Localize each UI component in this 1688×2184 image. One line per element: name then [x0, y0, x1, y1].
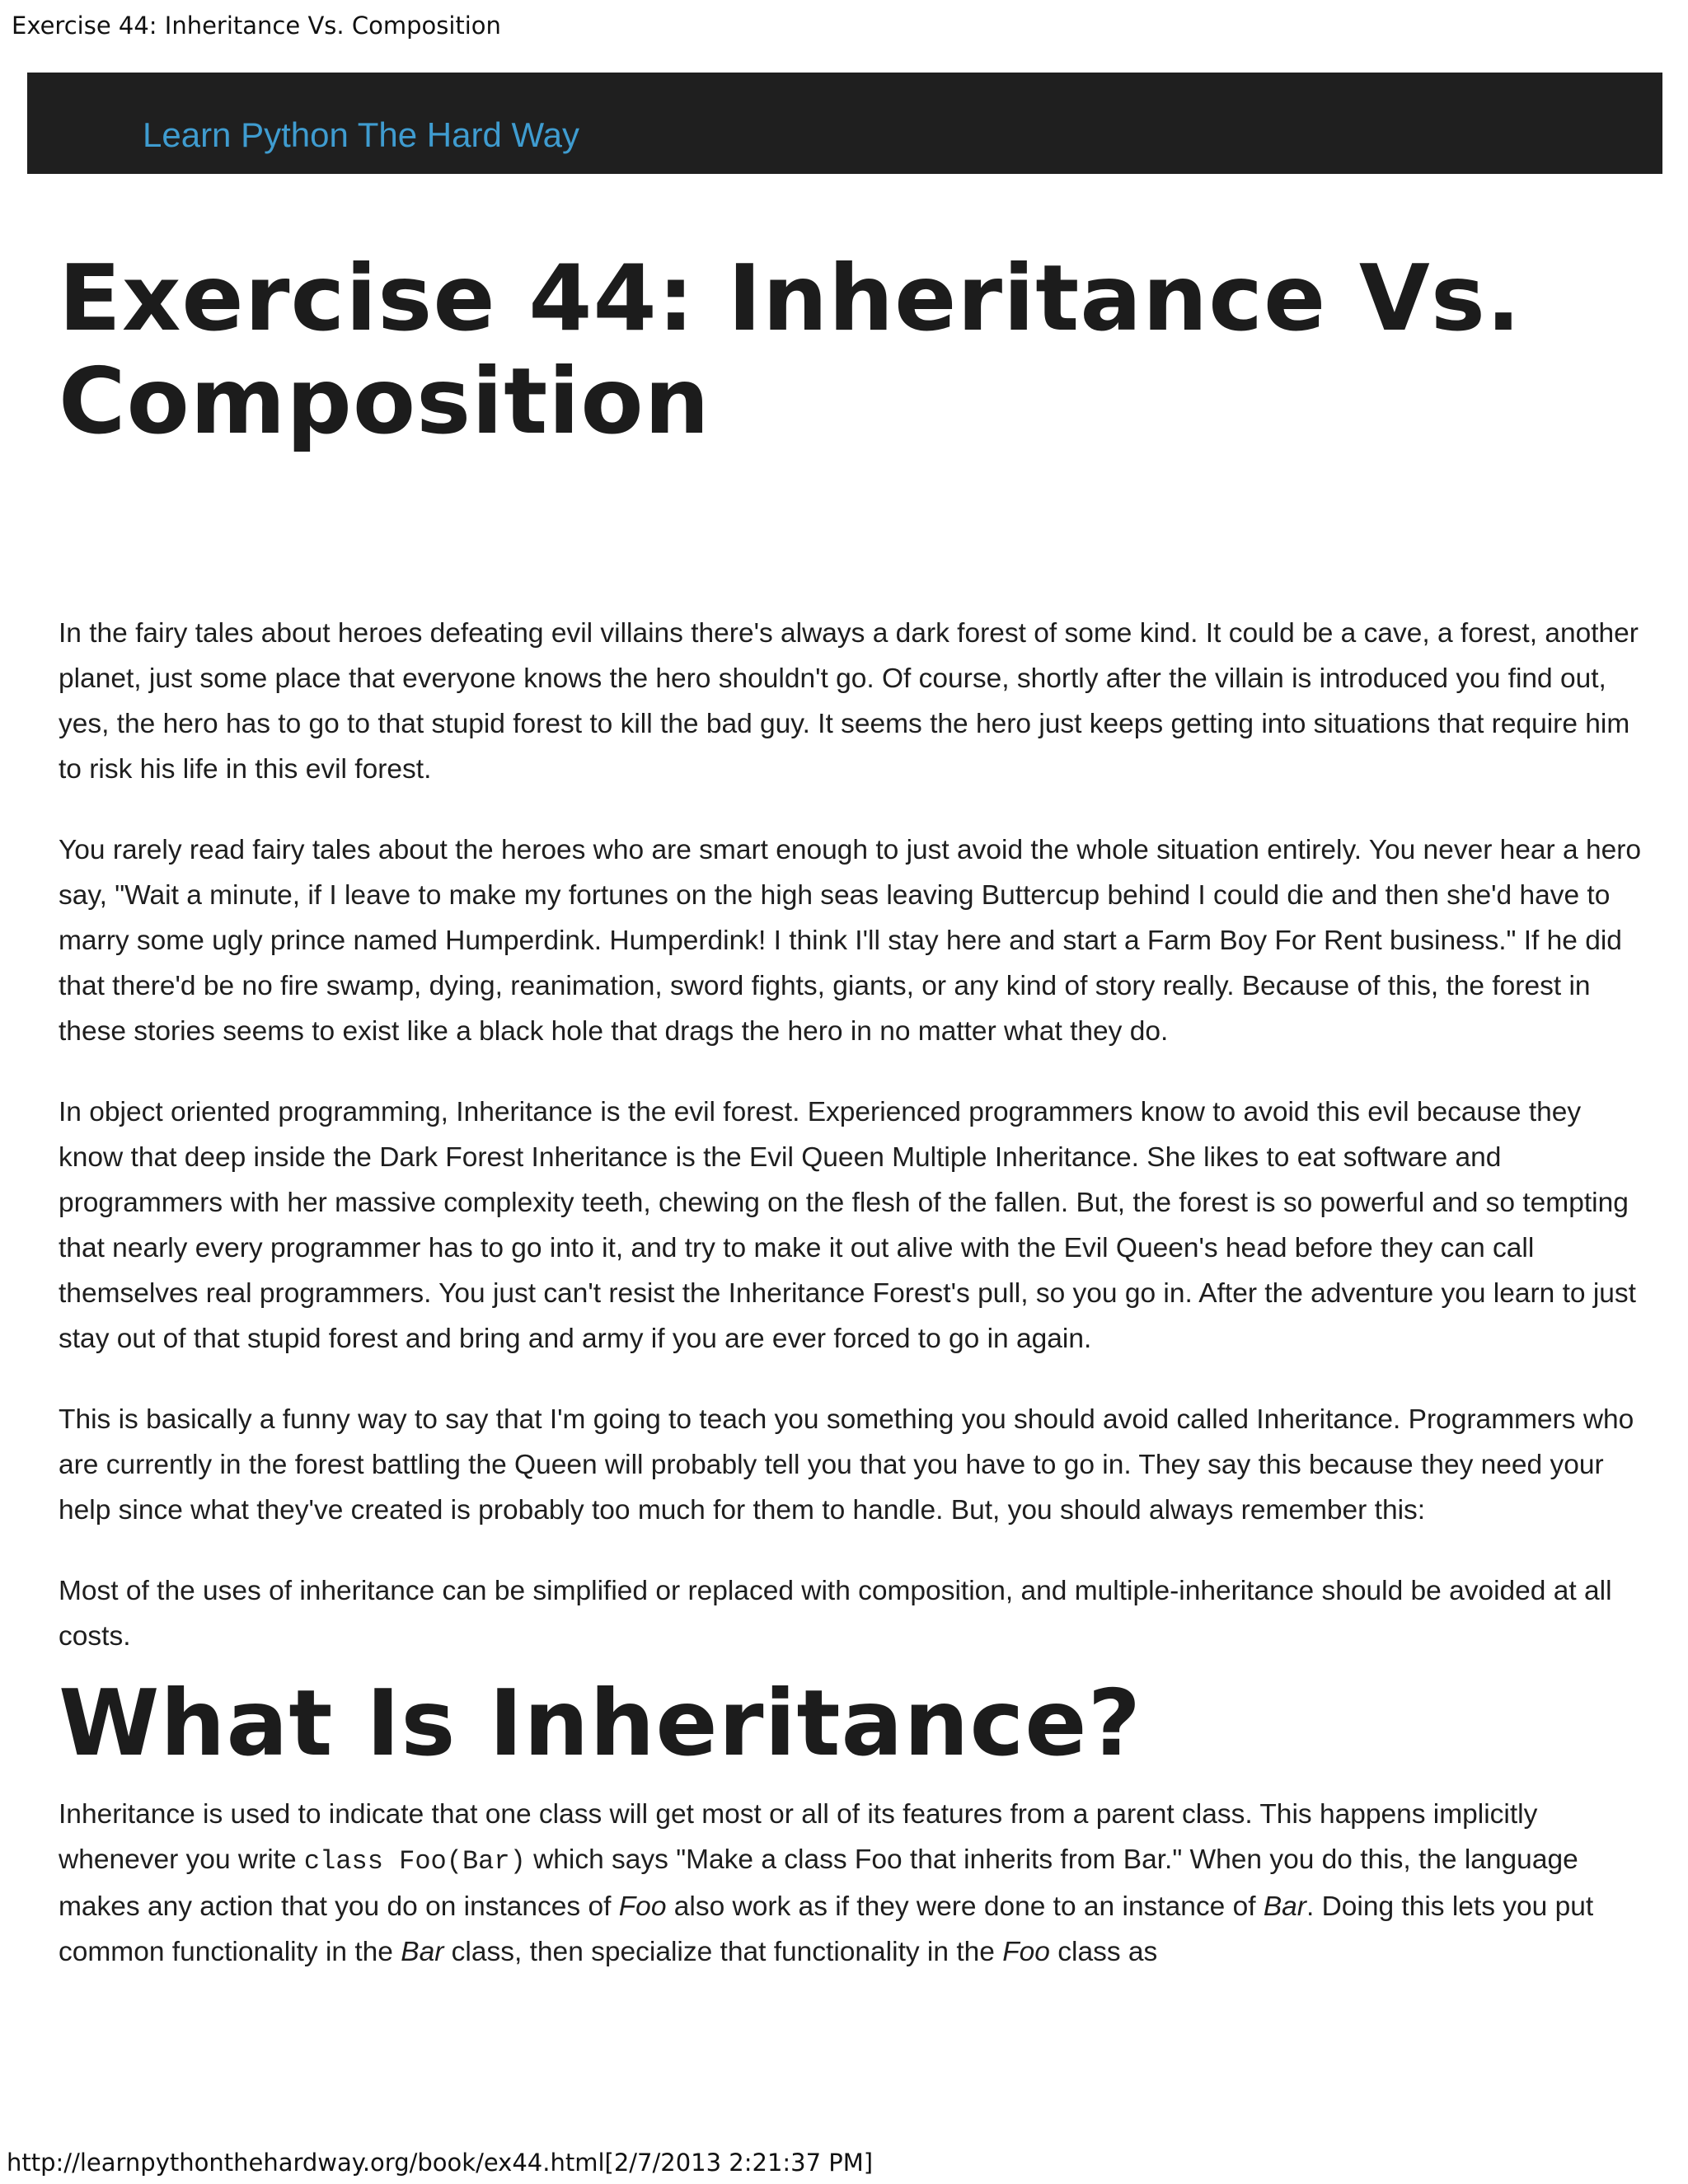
code-inline: class Foo(Bar) — [303, 1846, 526, 1877]
brand-link[interactable]: Learn Python The Hard Way — [143, 115, 579, 154]
paragraph-rule: Most of the uses of inheritance can be simplified or replaced with composition, and multiple-inheritance should be avoided at all costs. — [59, 1576, 1612, 1652]
page-title: Exercise 44: Inheritance Vs. Composition — [59, 246, 1522, 455]
paragraph-teach: This is basically a funny way to say that I'm going to teach you something you should avoid called Inheritance. Programmers who are currently in the forest battling the Queen will probably tell you that you have to go in. They say this because they need your help since what they've created is probably too much for them to handle. But, you should always remember this: — [59, 1404, 1634, 1526]
section-heading-inheritance: What Is Inheritance? — [59, 1671, 1142, 1777]
print-footer-url: http://learnpythonthehardway.org/book/ex44.html[2/7/2013 2:21:37 PM] — [7, 2149, 874, 2177]
paragraph-heroes: You rarely read fairy tales about the heroes who are smart enough to just avoid the whole situation entirely. You never hear a hero say, "Wait a minute, if I leave to make my fortunes on the high seas leaving Buttercup behind I could die and then she'd have to marry some ugly prince named Humperdink. Humperdink! I think I'll stay here and start a Farm Boy For Rent business." If he did that there'd be no fire swamp, dying, reanimation, sword fights, giants, or any kind of story really. Because of this, the forest in these stories seems to exist like a black hole that drags the hero in no matter what they do. — [59, 835, 1642, 1047]
emphasis-foo: Foo — [618, 1891, 667, 1922]
emphasis-foo: Foo — [1002, 1937, 1050, 1967]
text-segment: . Doing this lets you put common functionality in the — [59, 1891, 1594, 1967]
emphasis-bar: Bar — [1263, 1891, 1306, 1922]
text-segment: class as — [1049, 1937, 1158, 1967]
text-segment: also work as if they were done to an instance of — [666, 1891, 1264, 1922]
paragraph-intro: In the fairy tales about heroes defeating evil villains there's always a dark forest of some kind. It could be a cave, a forest, another planet, just some place that everyone knows the hero shouldn't go. Of course, shortly after the villain is introduced you find out, yes, the hero has to go to that stupid forest to kill the bad guy. It seems the hero just keeps getting into situations that require him to risk his life in this evil forest. — [59, 618, 1639, 785]
emphasis-bar: Bar — [401, 1937, 444, 1967]
text-segment: class, then specialize that functionality in the — [443, 1937, 1003, 1967]
navbar — [27, 73, 1662, 174]
paragraph-inheritance-definition — [59, 1792, 1641, 1975]
main-content — [59, 247, 1641, 1975]
paragraph-oop-forest: In object oriented programming, Inheritance is the evil forest. Experienced programmers know to avoid this evil because they know that deep inside the Dark Forest Inheritance is the Evil Queen Multiple Inheritance. She likes to eat software and programmers with her massive complexity teeth, chewing on the flesh of the fallen. But, the forest is so powerful and so tempting that nearly every programmer has to go into it, and try to make it out alive with the Evil Queen's head before they can call themselves real programmers. You just can't resist the Inheritance Forest's pull, so you go in. After the adventure you learn to just stay out of that stupid forest and bring and army if you are ever forced to go in again. — [59, 1097, 1636, 1354]
print-header-title: Exercise 44: Inheritance Vs. Composition — [12, 12, 501, 40]
text-segment: which says "Make a class Foo that inherits from Bar." When you do this, the language makes any action that you do on instances of — [59, 1844, 1578, 1922]
text-segment: Inheritance is used to indicate that one class will get most or all of its features from a parent class. This happens implicitly whenever you write — [59, 1799, 1538, 1875]
